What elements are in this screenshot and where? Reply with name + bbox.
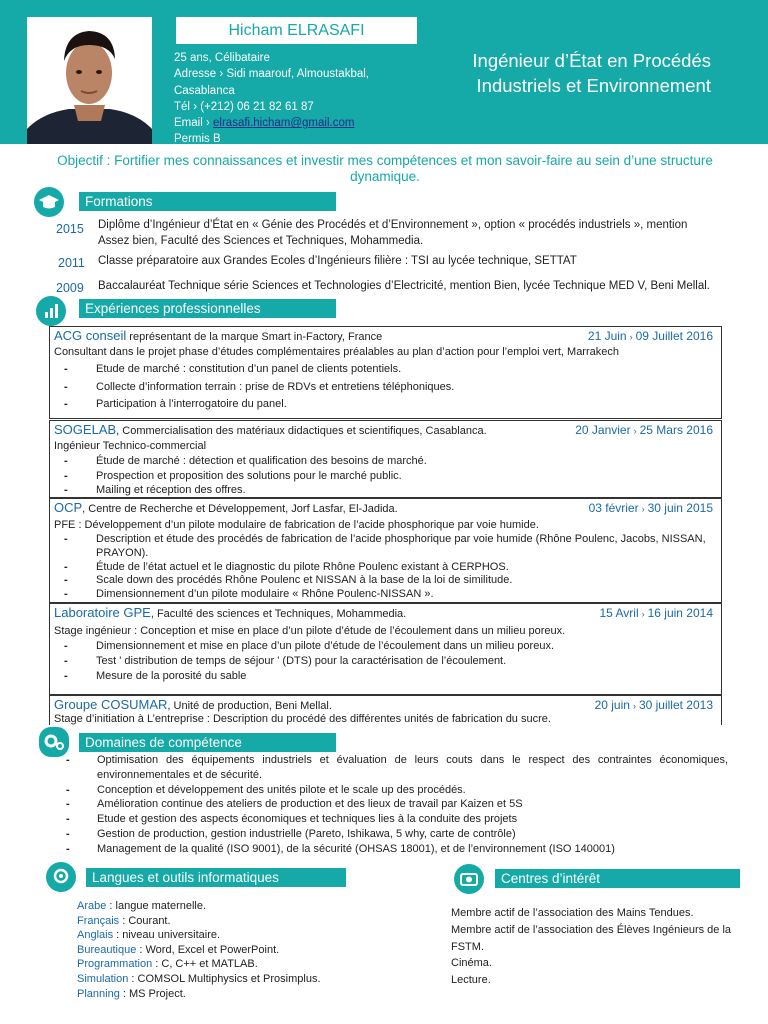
interests-list xyxy=(451,905,741,989)
date-end: 16 juin 2014 xyxy=(647,606,713,620)
experience-bullets xyxy=(50,639,720,684)
experience-item xyxy=(49,420,722,498)
company-description: , Faculté des sciences et Techniques, Mohammedia. xyxy=(150,608,407,620)
skill-value: : MS Project. xyxy=(119,987,186,1000)
experience-item xyxy=(49,603,722,695)
list-item xyxy=(77,899,407,914)
skill-value: : COMSOL Multiphysics et Prosimplus. xyxy=(128,972,321,985)
list-item: - Mesure de la porosité du sable xyxy=(50,669,720,684)
header-banner xyxy=(0,0,768,144)
skill-key: Simulation xyxy=(77,972,129,985)
formation-text: Classe préparatoire aux Grandes Ecoles d’Ingénieurs filière : TSI au lycée technique, SETTAT xyxy=(98,255,577,267)
candidate-name: Hicham ELRASAFI xyxy=(176,17,417,44)
company-name: Groupe COSUMAR xyxy=(54,697,168,712)
date-start: 21 Juin xyxy=(587,329,627,343)
chevron-right-icon: › xyxy=(632,701,636,711)
company-description: représentant de la marque Smart in-Factory, France xyxy=(126,331,383,343)
skill-key: Bureautique xyxy=(77,943,137,956)
company-description: , Centre de Recherche et Développement, Jorf Lasfar, El-Jadida. xyxy=(82,503,398,515)
skill-key: Français xyxy=(77,914,120,927)
list-item: - Optimisation des équipements industriels et évaluation de leurs couts dans le respect des contraintes économiques, environnementales et de sécurité. xyxy=(0,753,768,783)
experience-role: Stage d’initiation à L’entreprise : Description du procédé des différentes unités de fabrication du sucre. xyxy=(54,713,551,725)
company-description: , Unité de production, Beni Mellal. xyxy=(167,700,332,712)
chevron-right-icon: › xyxy=(633,426,637,436)
list-item: - Scale down des procédés Rhône Poulenc et NISSAN à la base de la loi de similitude. xyxy=(50,574,720,588)
formation-year: 2009 xyxy=(56,281,84,295)
experience-dates xyxy=(599,606,713,620)
list-item: - Participation à l’interrogatoire du panel. xyxy=(50,396,720,414)
list-item: - Description et étude des procédés de fabrication de l’acide phosphorique par voie humide (Rhône Poulenc, Jacobs, NISSAN, PRAYON). xyxy=(50,533,720,561)
email-label: Email xyxy=(174,117,203,130)
skill-value: : langue maternelle. xyxy=(106,900,207,912)
list-item xyxy=(77,987,407,1002)
formation-text: Baccalauréat Technique série Sciences et Technologies d’Electricité, mention Bien, lycée Technique MED V, Beni Mellal. xyxy=(98,280,710,292)
age-status: 25 ans, Célibataire xyxy=(174,52,270,64)
list-item: - Mailing et réception des offres. xyxy=(50,483,720,498)
formation-year: 2015 xyxy=(56,222,84,236)
company-name: SOGELAB xyxy=(54,422,117,437)
chevron-right-icon: › xyxy=(205,117,210,130)
experience-dates xyxy=(588,329,713,343)
experience-role: PFE : Développement d’un pilote modulaire de fabrication de l’acide phosphorique par voie humide. xyxy=(54,519,539,531)
experience-bullets xyxy=(50,454,720,498)
list-item: - Collecte d’information terrain : prise de RDVs et entretiens téléphoniques. xyxy=(50,379,720,397)
formation-text: Diplôme d’Ingénieur d’État en « Génie des Procédés et d’Environnement », option « procédés industriels », mention Assez bien, Faculté des Sciences et Techniques, Mohammedia. xyxy=(98,219,688,247)
experience-role: Stage ingénieur : Conception et mise en place d’un pilote d’étude de l’écoulement dans un milieu poreux. xyxy=(54,625,566,637)
job-title: Ingénieur d’État en Procédés Industriels et Environnement xyxy=(472,50,711,96)
section-title-langues: Langues et outils informatiques xyxy=(86,868,346,887)
company-name: Laboratoire GPE xyxy=(54,605,151,620)
phone-value: (+212) 06 21 82 61 87 xyxy=(200,100,314,113)
list-item: - Amélioration continue des ateliers de production et des lieux de travail par Kaizen et 5S xyxy=(0,797,768,812)
section-title-formations: Formations xyxy=(79,192,336,211)
chevron-right-icon: › xyxy=(641,504,645,514)
list-item: Membre actif de l’association des Élèves Ingénieurs de la FSTM. xyxy=(451,923,732,953)
email-line xyxy=(174,115,414,131)
date-end: 30 juin 2015 xyxy=(647,501,713,515)
skill-key: Anglais xyxy=(77,929,114,942)
experience-bullets xyxy=(50,533,720,602)
chevron-right-icon: › xyxy=(219,68,224,81)
list-item xyxy=(77,957,407,972)
skill-value: : C, C++ et MATLAB. xyxy=(152,958,258,971)
experience-header xyxy=(54,697,332,712)
graduation-cap-icon xyxy=(34,187,64,217)
camera-icon xyxy=(454,864,484,894)
date-start: 15 Avril xyxy=(599,606,639,620)
languages-tools xyxy=(77,899,407,1001)
company-name: ACG conseil xyxy=(54,328,127,343)
experience-item xyxy=(49,326,722,419)
list-item: - Etude de marché : constitution d’un panel de clients potentiels. xyxy=(50,361,720,379)
bar-chart-icon xyxy=(36,296,66,326)
experience-bullets xyxy=(50,361,720,414)
list-item xyxy=(77,943,407,958)
objective-statement: Objectif : Fortifier mes connaissances et investir mes compétences et mon savoir-faire au sein d’une structure dynamique. xyxy=(57,153,713,184)
date-end: 25 Mars 2016 xyxy=(639,423,713,437)
phone-label: Tél xyxy=(174,100,190,113)
experience-item xyxy=(49,695,722,725)
contact-info xyxy=(174,50,414,148)
experience-header xyxy=(54,328,382,343)
list-item: - Dimensionnement et mise en place d’un pilote d’étude de l’écoulement dans un milieu poreux. xyxy=(50,639,720,654)
company-name: OCP xyxy=(54,500,83,515)
experience-role: Ingénieur Technico-commercial xyxy=(54,440,207,452)
list-item: - Etude et gestion des aspects économiques et techniques lies à la conduite des projets xyxy=(0,812,768,827)
list-item xyxy=(77,928,407,943)
list-item: - Dimensionnement d’un pilote modulaire « Rhône Poulenc-NISSAN ». xyxy=(50,588,720,602)
section-title-centres: Centres d’intérêt xyxy=(495,869,740,888)
experience-dates xyxy=(595,698,713,712)
award-icon xyxy=(46,862,76,892)
formation-year: 2011 xyxy=(58,256,85,270)
profile-photo xyxy=(27,17,152,144)
competence-list xyxy=(0,753,768,857)
experience-header xyxy=(54,422,487,437)
date-end: 30 juillet 2013 xyxy=(638,698,713,712)
list-item: - Prospection et proposition des solutions pour le marché public. xyxy=(50,469,720,484)
list-item: - Étude de l’état actuel et le diagnostic du pilote Rhône Poulenc existant à CERPHOS. xyxy=(50,561,720,575)
skill-key: Programmation xyxy=(77,958,153,971)
date-end: 09 Juillet 2016 xyxy=(635,329,713,343)
list-item: Cinéma. xyxy=(451,957,492,970)
list-item: - Test ' distribution de temps de séjour ' (DTS) pour la caractérisation de l’écoulement. xyxy=(50,654,720,669)
chevron-right-icon: › xyxy=(641,609,645,619)
experience-item xyxy=(49,498,722,603)
date-start: 20 Janvier xyxy=(575,423,631,437)
experience-dates xyxy=(575,423,713,437)
experience-role: Consultant dans le projet phase d’études complémentaires préalables au plan d’action pour l’emploi vert, Marrakech xyxy=(54,346,619,358)
list-item: Lecture. xyxy=(451,974,491,987)
address-line xyxy=(174,66,414,99)
address-value: Sidi maarouf, Almoustakbal, Casablanca xyxy=(174,68,369,97)
date-start: 20 juin xyxy=(594,698,630,712)
chevron-right-icon: › xyxy=(193,100,198,113)
experience-header xyxy=(54,500,398,515)
list-item xyxy=(77,972,407,987)
portrait-image xyxy=(27,17,152,144)
list-item: - Gestion de production, gestion industrielle (Pareto, Ishikawa, 5 why, carte de contrôle) xyxy=(0,827,768,842)
license-line: Permis B xyxy=(174,133,221,146)
list-item: - Management de la qualité (ISO 9001), de la sécurité (OHSAS 18001), et de l’environnement (ISO 140001) xyxy=(0,842,768,857)
list-item: - Étude de marché : détection et qualification des besoins de marché. xyxy=(50,454,720,469)
list-item: - Conception et développement des unités pilote et le scale up des procédés. xyxy=(0,783,768,798)
list-item xyxy=(77,914,407,929)
skill-key: Arabe xyxy=(77,900,107,912)
experience-header xyxy=(54,605,406,620)
section-title-experiences: Expériences professionnelles xyxy=(79,299,336,318)
email-link[interactable]: elrasafi.hicham@gmail.com xyxy=(213,117,355,130)
chevron-right-icon: › xyxy=(629,332,633,342)
section-title-domaines: Domaines de compétence xyxy=(79,733,336,752)
list-item: Membre actif de l’association des Mains Tendues. xyxy=(451,907,694,919)
experience-dates xyxy=(589,501,713,515)
skill-value: : Word, Excel et PowerPoint. xyxy=(136,943,280,956)
date-start: 03 février xyxy=(588,501,639,515)
skill-key: Planning xyxy=(77,987,120,1000)
address-label: Adresse xyxy=(174,68,217,81)
company-description: , Commercialisation des matériaux didactiques et scientifiques, Casablanca. xyxy=(116,425,487,437)
skill-value: : niveau universitaire. xyxy=(113,929,221,942)
phone-line xyxy=(174,99,414,115)
skill-value: : Courant. xyxy=(119,914,171,927)
